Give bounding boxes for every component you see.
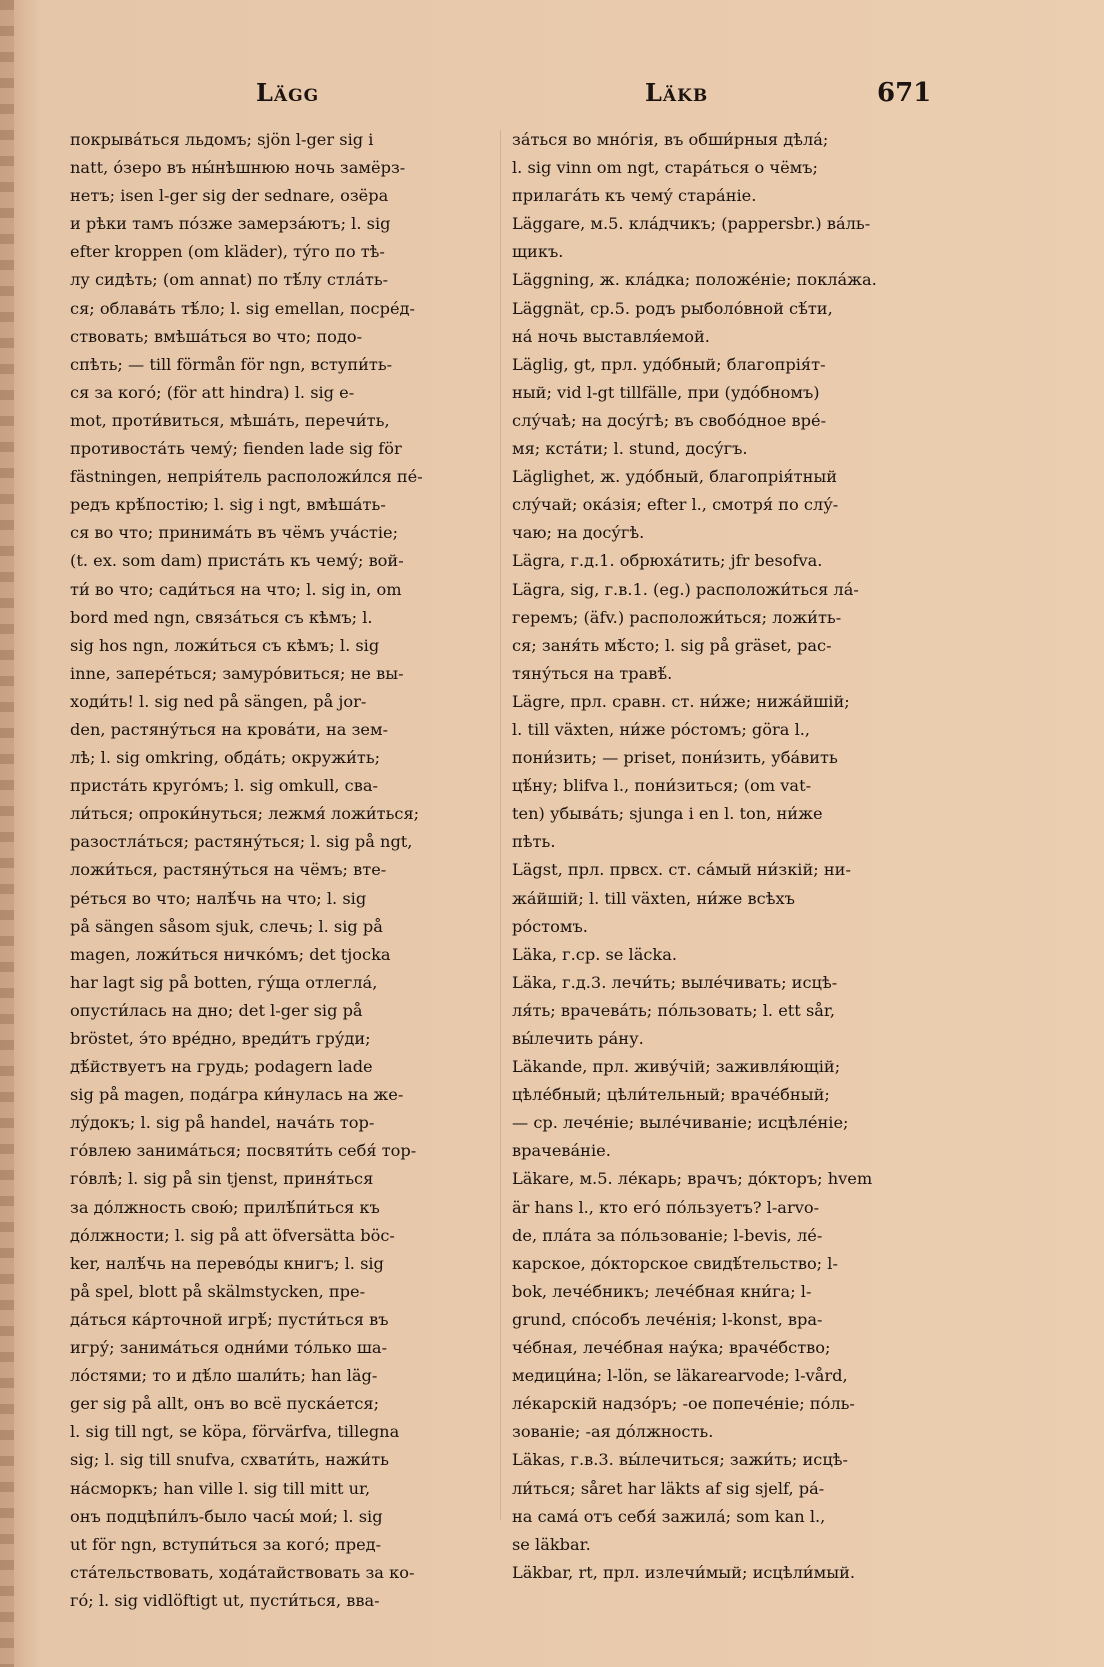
text-line: se läkbar.: [512, 1534, 591, 1554]
text-line: Läglighet, ж. удо́бный, благопрія́тный: [512, 467, 838, 487]
text-line: är hans l., кто его́ по́льзуетъ? l-arvo-: [512, 1197, 820, 1217]
text-line: l. sig vinn om ngt, стара́ться о чёмъ;: [512, 158, 818, 178]
text-line: го́влею занима́ться; посвяти́ть себя́ тор-: [70, 1141, 417, 1161]
text-line: на сама́ отъ себя́ зажила́; som kan l.,: [512, 1506, 826, 1526]
text-line: ро́стомъ.: [512, 916, 588, 936]
text-line: bord med ngn, связа́ться съ кѣмъ; l.: [70, 607, 373, 627]
text-line: ный; vid l-gt tillfälle, при (удо́бномъ): [512, 382, 820, 402]
text-line: цѣле́бный; цѣли́тельный; враче́бный;: [512, 1085, 830, 1105]
text-line: жа́йшій; l. till växten, ни́же всѣхъ: [512, 888, 795, 908]
text-line: на́ ночь выставля́емой.: [512, 326, 710, 346]
text-line: l. sig till ngt, se köpa, förvärfva, tillegna: [70, 1422, 400, 1442]
text-line: пони́зить; — priset, пони́зить, уба́вить: [512, 748, 838, 768]
text-line: чаю; на досу́гѣ.: [512, 523, 645, 543]
text-line: de, пла́та за по́льзованіе; l-bevis, ле́-: [512, 1225, 823, 1245]
text-line: grund, спо́собъ лече́нія; l-konst, вра-: [512, 1309, 823, 1329]
text-line: онъ подцѣпи́лъ-было часы́ мои́; l. sig: [70, 1506, 383, 1526]
text-line: слу́чай; ока́зія; efter l., смотря́ по слу́-: [512, 495, 839, 515]
text-line: за́ться во мно́гія, въ обши́рныя дѣла́;: [512, 130, 829, 149]
text-line: спѣть; — till förmån för ngn, вступи́ть-: [70, 354, 393, 374]
text-line: игру́; занима́ться одни́ми то́лько ша-: [70, 1338, 388, 1358]
text-line: карское, до́кторское свидѣ́тельство; l-: [512, 1253, 838, 1273]
text-line: natt, о́зеро въ ны́нѣшнюю ночь замёрз-: [70, 158, 406, 178]
text-line: på sängen såsom sjuk, слечь; l. sig på: [70, 916, 383, 936]
text-line: го́; l. sig vidlöftigt ut, пусти́ться, вва-: [70, 1590, 380, 1610]
text-line: опусти́лась на дно; det l-ger sig på: [70, 1000, 363, 1020]
text-line: sig; l. sig till snufva, схвати́ть, нажи́ть: [70, 1450, 389, 1470]
binding-edge: [0, 0, 14, 1667]
text-line: Läka, г.ср. se läcka.: [512, 944, 678, 964]
text-line: цѣ́ну; blifva l., пони́зиться; (om vat-: [512, 776, 812, 796]
text-line: мя; кста́ти; l. stund, досу́гъ.: [512, 439, 748, 459]
text-line: bröstet, э́то вре́дно, вреди́тъ гру́ди;: [70, 1029, 371, 1048]
text-line: пѣть.: [512, 832, 556, 852]
page-header: [0, 78, 1104, 118]
text-line: щикъ.: [512, 242, 564, 262]
text-line: покрыва́ться льдомъ; sjön l-ger sig i: [70, 130, 374, 149]
text-line: på spel, blott på skälmstycken, пре-: [70, 1281, 366, 1301]
text-line: лѣ; l. sig omkring, обда́ть; окружи́ть;: [70, 748, 381, 768]
text-line: mot, проти́виться, мѣша́ть, перечи́ть,: [70, 410, 390, 430]
text-line: че́бная, лече́бная нау́ка; враче́бство;: [512, 1338, 831, 1358]
text-line: ся; облава́ть тѣ́ло; l. sig emellan, посре́д-: [70, 298, 415, 318]
text-line: ре́ться во что; налѣ́чь на что; l. sig: [70, 888, 367, 908]
text-line: нетъ; isen l-ger sig der sednare, озёра: [70, 186, 389, 206]
text-line: sig på magen, пода́гра ки́нулась на же-: [70, 1085, 404, 1105]
column-divider: [500, 130, 501, 1520]
text-line: Läkas, г.в.3. вы́лечиться; зажи́ть; исцѣ-: [512, 1450, 848, 1470]
text-line: за до́лжность свою́; прилѣ́пи́ться къ: [70, 1197, 380, 1217]
text-line: sig hos ngn, ложи́ться съ кѣмъ; l. sig: [70, 635, 380, 655]
text-line: efter kroppen (om kläder), ту́го по тѣ-: [70, 242, 385, 262]
text-line: ло́стями; то и дѣ́ло шали́ть; han läg-: [70, 1366, 378, 1386]
text-line: ten) убыва́ть; sjunga i en l. ton, ни́же: [512, 804, 823, 824]
left-column: [70, 126, 494, 1615]
text-line: Läggning, ж. кла́дка; положе́ніе; покла́жа.: [512, 270, 877, 290]
text-line: ложи́ться, растяну́ться на чёмъ; вте-: [70, 860, 387, 880]
text-line: го́влѣ; l. sig på sin tjenst, приня́ться: [70, 1169, 374, 1189]
text-line: и рѣки тамъ по́зже замерза́ютъ; l. sig: [70, 214, 391, 234]
text-line: ходи́ть! l. sig ned på sängen, på jor-: [70, 691, 367, 711]
text-line: Lägre, прл. сравн. ст. ни́же; нижа́йшій;: [512, 691, 850, 711]
text-line: ся за кого́; (för att hindra) l. sig e-: [70, 382, 355, 402]
header-right-guide-word: Läkb: [645, 78, 709, 107]
text-line: врачева́ніе.: [512, 1141, 611, 1161]
text-line: дѣ́йствуетъ на грудь; podagern lade: [70, 1057, 373, 1077]
text-line: да́ться ка́рточной игрѣ́; пусти́ться въ: [70, 1309, 389, 1329]
text-line: (t. ex. som dam) приста́ть къ чему́; вой-: [70, 551, 404, 571]
text-line: inne, запере́ться; замуро́виться; не вы-: [70, 663, 404, 683]
text-line: слу́чаѣ; на досу́гѣ; въ свобо́дное вре́-: [512, 410, 827, 430]
text-line: ger sig på allt, онъ во всё пуска́ется;: [70, 1394, 380, 1414]
text-line: ся; заня́ть мѣ́сто; l. sig på gräset, рас-: [512, 635, 832, 655]
text-line: Läkande, прл. живу́чій; заживля́ющій;: [512, 1057, 841, 1077]
text-line: ся во что; принима́ть въ чёмъ уча́стіе;: [70, 523, 399, 543]
text-line: Lägra, sig, г.в.1. (eg.) расположи́ться ла́-: [512, 579, 859, 599]
text-line: Lägst, прл. првсх. ст. са́мый ни́зкій; ни-: [512, 860, 851, 880]
text-line: зованіе; -ая до́лжность.: [512, 1422, 714, 1442]
text-line: Läglig, gt, прл. удо́бный; благопрія́т-: [512, 354, 826, 374]
text-line: лу́докъ; l. sig på handel, нача́ть тор-: [70, 1113, 375, 1133]
text-line: вы́лечить ра́ну.: [512, 1029, 644, 1048]
right-column: [512, 126, 952, 1587]
text-line: разостла́ться; растяну́ться; l. sig på ngt,: [70, 832, 413, 852]
text-line: magen, ложи́ться ничко́мъ; det tjocka: [70, 944, 391, 964]
text-line: Läkbar, rt, прл. излечи́мый; исцѣли́мый.: [512, 1562, 856, 1582]
text-line: fästningen, непрія́тель расположи́лся пе́-: [70, 467, 423, 487]
text-line: Läggnät, ср.5. родъ рыболо́вной сѣ́ти,: [512, 298, 833, 318]
text-line: ста́тельствовать, хода́тайствовать за ко-: [70, 1562, 415, 1582]
text-line: медици́на; l-lön, se läkarearvode; l-vård,: [512, 1366, 848, 1386]
text-line: ли́ться; såret har läkts af sig sjelf, ра́-: [512, 1478, 825, 1498]
page-number: 671: [877, 78, 932, 108]
text-line: редъ крѣ́постію; l. sig i ngt, вмѣша́ть-: [70, 495, 386, 515]
text-line: прилага́ть къ чему́ стара́ніе.: [512, 186, 757, 206]
text-line: Läka, г.д.3. лечи́ть; выле́чивать; исцѣ-: [512, 972, 838, 992]
text-line: ле́карскій надзо́ръ; -ое попече́ніе; по́ль-: [512, 1394, 855, 1414]
text-line: ти́ во что; сади́ться на что; l. sig in, om: [70, 579, 402, 599]
text-line: — ср. лече́ніе; выле́чиваніе; исцѣле́ніе;: [512, 1113, 849, 1133]
text-line: bok, лече́бникъ; лече́бная кни́га; l-: [512, 1281, 812, 1301]
text-line: ut för ngn, вступи́ться за кого́; пред-: [70, 1534, 382, 1554]
text-line: тяну́ться на травѣ́.: [512, 663, 673, 683]
text-line: l. till växten, ни́же ро́стомъ; göra l.,: [512, 719, 811, 739]
text-line: противоста́ть чему́; fienden lade sig för: [70, 439, 402, 459]
text-line: ker, налѣ́чь на перево́ды книгъ; l. sig: [70, 1253, 384, 1273]
text-line: Lägra, г.д.1. обрюха́тить; jfr besofva.: [512, 551, 823, 571]
text-line: до́лжности; l. sig på att öfversätta böc-: [70, 1225, 395, 1245]
text-line: геремъ; (äfv.) расположи́ться; ложи́ть-: [512, 607, 842, 627]
header-left-guide-word: Lägg: [256, 78, 320, 107]
text-line: ля́ть; врачева́ть; по́льзовать; l. ett sår,: [512, 1000, 836, 1020]
text-line: ли́ться; опроки́нуться; лежмя́ ложи́ться;: [70, 804, 420, 824]
text-line: лу сидѣть; (om annat) по тѣ́лу стла́ть-: [70, 270, 389, 290]
text-line: на́сморкъ; han ville l. sig till mitt ur,: [70, 1478, 371, 1498]
text-line: den, растяну́ться на крова́ти, на зем-: [70, 719, 389, 739]
text-line: приста́ть круго́мъ; l. sig omkull, сва-: [70, 776, 378, 796]
text-line: ствовать; вмѣша́ться во что; подо-: [70, 326, 363, 346]
text-line: Läkare, м.5. ле́карь; врачъ; до́кторъ; hvem: [512, 1169, 873, 1189]
text-line: har lagt sig på botten, гу́ща отлегла́,: [70, 972, 378, 992]
text-line: Läggare, м.5. кла́дчикъ; (pappersbr.) ва́ль-: [512, 214, 871, 234]
